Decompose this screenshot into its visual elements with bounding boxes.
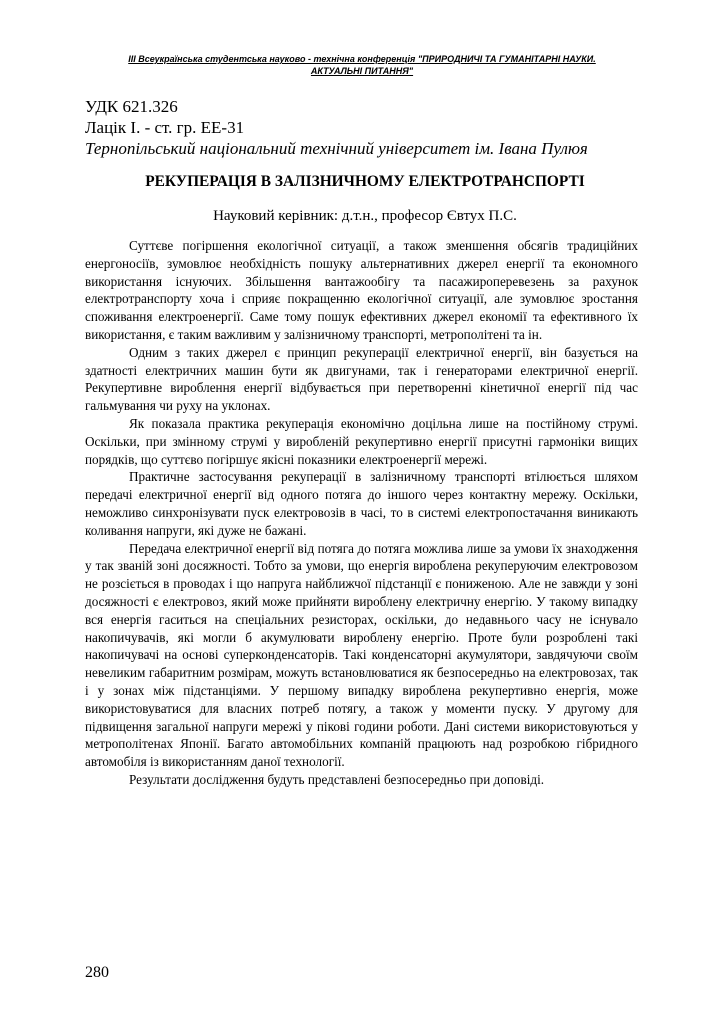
conference-header-line-2: АКТУАЛЬНІ ПИТАННЯ": [310, 66, 414, 76]
supervisor-line: Науковий керівник: д.т.н., професор Євтух П.С.: [213, 208, 517, 224]
affiliation-line: Тернопільський національний технічний університет ім. Івана Пулюя: [85, 139, 588, 158]
body-paragraph: Передача електричної енергії від потяга до потяга можлива лише за умови їх знаходження у так званій зоні досяжності. Тобто за умови, що енергія вироблена рекуперуючим електровозом не розсіється в проводах і що напруга найближчої підстанції є пониженою. Але не завжди у зоні досяжності є електровоз, який може прийняти вироблену електричну енергію. У такому випадку вся енергія гаситься на спеціальних резисторах, оскільки, до недавнього часу не існувало накопичувачів, які могли б акумулювати вироблену енергію. Проте були розроблені такі накопичувачі на основі суперконденсаторів. Такі конденсаторні акумулятори, завдячуючи своїм невеликим габаритним розмірам, можуть встановлюватися як безпосередньо на електровозах, так і у зонах між підстанціями. У першому випадку вироблена рекупертивно енергія, може використовуватися для власних потреб потягу, а також у моменти пуску. У другому для підвищення загальної напруги мережі у пікові години роботи. Дані системи використовуються у метрополітенах Японії. Багато автомобільних компаній працюють над розробкою гібридного автомобіля із використанням даної технології.: [85, 540, 638, 770]
udc-code: УДК 621.326: [85, 97, 178, 116]
conference-header: [100, 53, 624, 77]
author-line: Лацік І. - ст. гр. ЕЕ-31: [85, 118, 245, 137]
paper-meta: [85, 96, 645, 159]
page-number: 280: [85, 964, 109, 981]
paper-title: РЕКУПЕРАЦІЯ В ЗАЛІЗНИЧНОМУ ЕЛЕКТРОТРАНСПОРТІ: [145, 173, 585, 190]
body-paragraph: Практичне застосування рекуперації в залізничному транспорті втілюється шляхом передачі електричної енергії від одного потяга до іншого через контактну мережу. Оскільки, неможливо синхронізувати пуск електровозів в часі, то в системі електропостачання виникають коливання напруги, які дуже не бажані.: [85, 469, 638, 538]
conference-header-line-1: ІІІ Всеукраїнська студентська науково - технічна конференція "ПРИРОДНИЧІ ТА ГУМАНІТАРНІ НАУКИ.: [128, 54, 596, 64]
body-paragraph: Суттєве погіршення екологічної ситуації, а також зменшення обсягів традиційних енергоносіїв, зумовлює необхідність пошуку альтернативних джерел енергії та економного використання існуючих. Збільшення вантажообігу та пасажироперевезень за рахунок електротранспорту хоча і сприяє покращенню екологічної ситуації, але зумовлює зростання споживання електроенергії. Саме тому пошук ефективних джерел економії та ефективного їх використання, є таким важливим у залізничному транспорті, метрополітені та ін.: [85, 238, 638, 342]
body-paragraph: Результати дослідження будуть представлені безпосередньо при доповіді.: [129, 771, 545, 787]
paper-body: [85, 237, 638, 789]
body-paragraph: Як показала практика рекуперація економічно доцільна лише на постійному струмі. Оскільки, при змінному струмі у виробленій рекупертивно енергії присутні гармоніки вищих порядків, що суттєво погіршує якісні показники електроенергії мережі.: [85, 415, 638, 467]
body-paragraph: Одним з таких джерел є принцип рекуперації електричної енергії, він базується на здатності електричних машин бути як двигунами, так і генераторами електричної енергії. Рекупертивне вироблення енергії відбувається при перетворенні кінетичної енергії під час гальмування чи руху на уклонах.: [85, 344, 638, 414]
